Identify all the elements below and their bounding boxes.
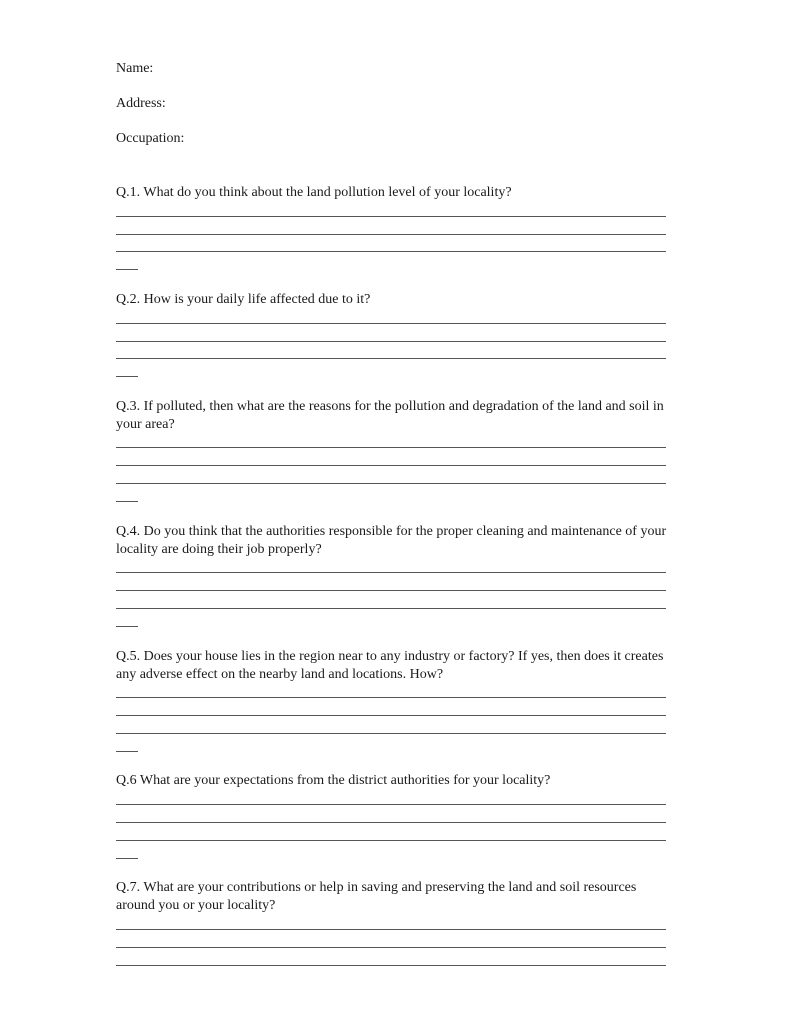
answer-line[interactable]: [116, 234, 666, 235]
answer-line[interactable]: [116, 358, 666, 359]
question-6: Q.6 What are your expectations from the district authorities for your locality?: [116, 773, 551, 788]
answer-line[interactable]: [116, 376, 138, 377]
answer-line[interactable]: [116, 465, 666, 466]
answer-line[interactable]: [116, 590, 666, 591]
question-3: Q.3. If polluted, then what are the reasons for the pollution and degradation of the land and soil in your area?: [116, 399, 664, 432]
answer-line[interactable]: [116, 269, 138, 270]
answer-line[interactable]: [116, 251, 666, 252]
question-7: Q.7. What are your contributions or help in saving and preserving the land and soil resources around you or your locality?: [116, 880, 637, 913]
answer-line[interactable]: [116, 572, 666, 573]
question-1: Q.1. What do you think about the land pollution level of your locality?: [116, 185, 512, 200]
name-label: Name:: [116, 61, 154, 76]
answer-line[interactable]: [116, 323, 666, 324]
answer-line[interactable]: [116, 715, 666, 716]
answer-line[interactable]: [116, 626, 138, 627]
answer-line[interactable]: [116, 483, 666, 484]
answer-line[interactable]: [116, 804, 666, 805]
answer-line[interactable]: [116, 929, 666, 930]
answer-line[interactable]: [116, 858, 138, 859]
answer-line[interactable]: [116, 733, 666, 734]
answer-line[interactable]: [116, 341, 666, 342]
answer-line[interactable]: [116, 608, 666, 609]
answer-line[interactable]: [116, 216, 666, 217]
answer-line[interactable]: [116, 822, 666, 823]
answer-line[interactable]: [116, 447, 666, 448]
occupation-label: Occupation:: [116, 131, 185, 146]
answer-line[interactable]: [116, 947, 666, 948]
question-5: Q.5. Does your house lies in the region near to any industry or factory? If yes, then does it creates any adverse effect on the nearby land and locations. How?: [116, 649, 664, 682]
answer-line[interactable]: [116, 751, 138, 752]
question-4: Q.4. Do you think that the authorities responsible for the proper cleaning and maintenance of your locality are doing their job properly?: [116, 524, 667, 557]
question-2: Q.2. How is your daily life affected due to it?: [116, 292, 371, 307]
answer-line[interactable]: [116, 840, 666, 841]
answer-line[interactable]: [116, 965, 666, 966]
answer-line[interactable]: [116, 697, 666, 698]
answer-line[interactable]: [116, 501, 138, 502]
address-label: Address:: [116, 96, 166, 111]
